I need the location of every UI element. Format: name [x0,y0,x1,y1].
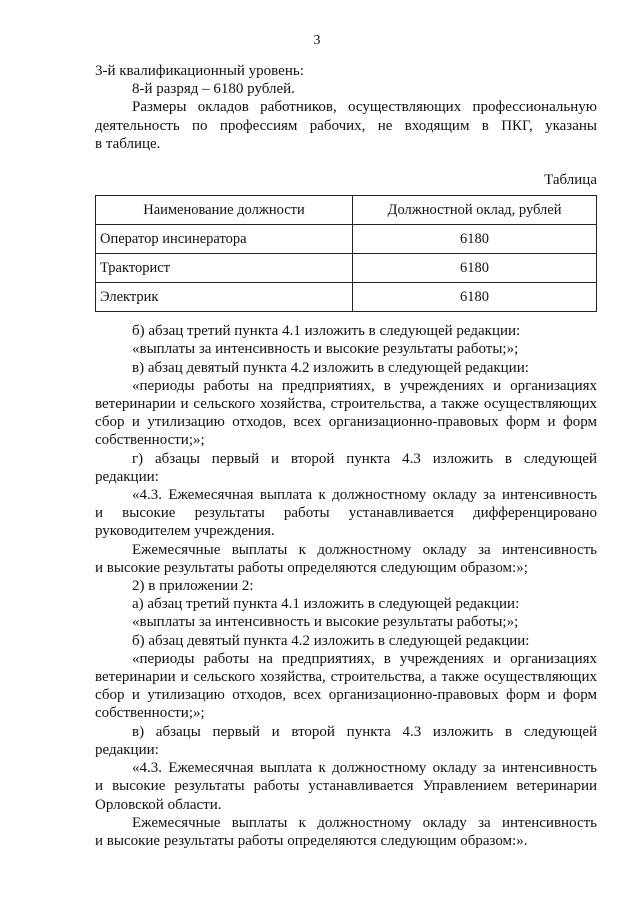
text-line: б) абзац третий пункта 4.1 изложить в следующей редакции: [132,323,521,340]
text-line: 8-й разряд – 6180 рублей. [132,81,295,98]
table-cell: 6180 [353,225,597,254]
text-line: и высокие результаты работы устанавливается дифференцировано [95,505,597,522]
text-line: и высокие результаты работы устанавливается Управлением ветеринарии [95,778,597,795]
table-header-cell: Наименование должности [96,196,353,225]
text-line: собственности;»; [95,432,205,449]
text-line: в) абзацы первый и второй пункта 4.3 изложить в следующей [132,723,597,740]
text-line: руководителем учреждения. [95,523,275,540]
document-body [95,62,597,850]
text-line: ветеринарии и сельского хозяйства, строительства, а также осуществляющих [95,396,597,413]
text-line: Ежемесячные выплаты к должностному окладу за интенсивность [132,814,597,831]
text-line: Ежемесячные выплаты к должностному окладу за интенсивность [132,541,597,558]
table-header-row [96,196,597,225]
text-line: «выплаты за интенсивность и высокие результаты работы;»; [132,614,519,631]
text-line: в) абзац девятый пункта 4.2 изложить в следующей редакции: [132,359,529,376]
text-line: ветеринарии и сельского хозяйства, строительства, а также осуществляющих [95,669,597,686]
text-line: и высокие результаты работы определяются следующим образом:». [95,832,528,849]
text-line: «4.3. Ежемесячная выплата к должностному окладу за интенсивность [132,487,597,504]
text-line: сбор и утилизацию отходов, всех организационно-правовых форм и форм [95,687,597,704]
text-line: «периоды работы на предприятиях, в учреждениях и организациях [132,377,597,394]
table-cell: Оператор инсинератора [96,225,353,254]
salary-table [95,195,597,312]
text-line: редакции: [95,741,159,758]
text-line: редакции: [95,468,159,485]
page-number: 3 [313,33,321,48]
table-cell: Тракторист [96,254,353,283]
text-line: в таблице. [95,135,161,152]
text-line: и высокие результаты работы определяются следующим образом:»; [95,559,528,576]
text-line: г) абзацы первый и второй пункта 4.3 изложить в следующей [132,450,597,467]
table-row [96,283,597,312]
text-line: собственности;»; [95,705,205,722]
table-row [96,254,597,283]
text-line: «периоды работы на предприятиях, в учреждениях и организациях [132,650,597,667]
table-caption: Таблица [544,172,597,189]
table-cell: 6180 [353,283,597,312]
table-header-cell: Должностной оклад, рублей [353,196,597,225]
text-line: «4.3. Ежемесячная выплата к должностному окладу за интенсивность [132,760,597,777]
text-line: 3-й квалификационный уровень: [95,63,304,79]
text-line: «выплаты за интенсивность и высокие результаты работы;»; [132,341,519,358]
table-cell: 6180 [353,254,597,283]
text-line: б) абзац девятый пункта 4.2 изложить в следующей редакции: [132,632,530,649]
text-line: Орловской области. [95,796,222,813]
text-line: 2) в приложении 2: [132,578,254,595]
table-row [96,225,597,254]
text-line: сбор и утилизацию отходов, всех организационно-правовых форм и форм [95,414,597,431]
text-line: Размеры окладов работников, осуществляющих профессиональную [132,99,597,116]
text-line: а) абзац третий пункта 4.1 изложить в следующей редакции: [132,596,520,613]
text-line: деятельность по профессиям рабочих, не входящим в ПКГ, указаны [95,117,597,134]
table-cell: Электрик [96,283,353,312]
